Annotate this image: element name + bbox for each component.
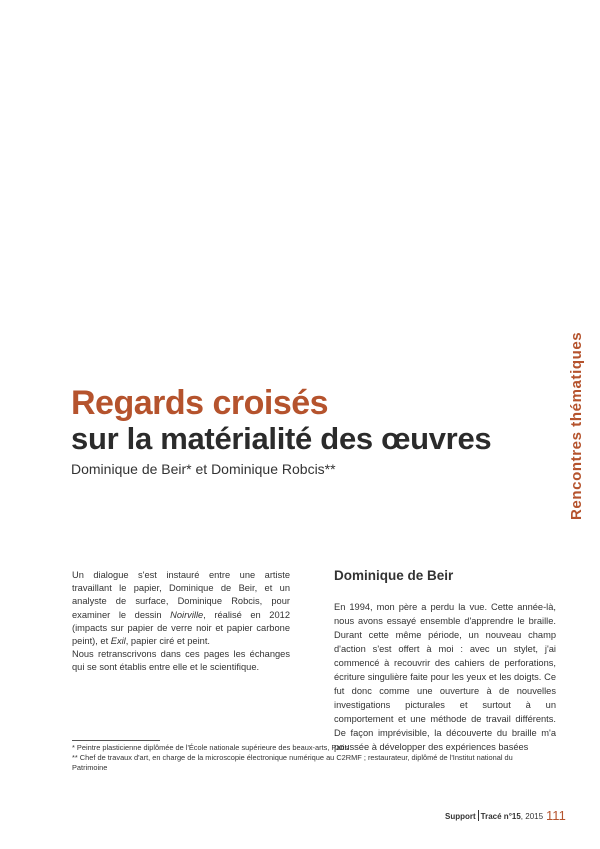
- issue-label: Tracé n°15: [480, 812, 521, 821]
- intro-paragraph-2: Nous retranscrivons dans ces pages les échanges qui se sont établis entre elle et le scientifique.: [72, 649, 290, 673]
- section-body: En 1994, mon père a perdu la vue. Cette année-là, nous avons essayé ensemble d'apprendre le braille. Durant cette même période, un nouveau champ d'action s'est offert à moi : avec un stylet, j'ai commencé à recouvrir des cahiers de perforations, écriture singulière faite pour les yeux et les doigts. Ce fut donc comme une ouverture à de nouvelles investigations picturales et surtout à un comportement et une méthode de travail différents. De façon imprévisible, la découverte du braille m'a poussée à développer des expériences basées: [334, 602, 556, 752]
- intro-text-b: , réalisé en 2012 (impacts sur papier de verre noir et papier carbone peint), et: [72, 609, 290, 647]
- footnote-rule: [72, 740, 160, 741]
- page-folio: [445, 808, 566, 823]
- section-side-label: Rencontres thématiques: [568, 331, 585, 520]
- folio-separator: [478, 810, 479, 821]
- intro-text-c: , papier ciré et peint.: [125, 636, 210, 647]
- footnote-1: * Peintre plasticienne diplômée de l'École nationale supérieure des beaux-arts, Paris: [72, 743, 349, 752]
- article-title: Regards croisés: [71, 384, 329, 422]
- section-title: Dominique de Beir: [334, 568, 454, 583]
- article-subtitle: sur la matérialité des œuvres: [71, 421, 492, 456]
- footnotes: [72, 743, 542, 774]
- footnote-2: ** Chef de travaux d'art, en charge de la microscopie électronique numérique au C2RMF ; restaurateur, diplômé de l'Institut national du Patrimoine: [72, 753, 513, 773]
- intro-text-a: Un dialogue s'est instauré entre une artiste travaillant le papier, Dominique de Beir, et un analyste de surface, Dominique Robcis, pour examiner le dessin: [72, 570, 290, 620]
- page-number: 111: [546, 808, 566, 823]
- issue-year: , 2015: [520, 812, 544, 821]
- article-authors: Dominique de Beir* et Dominique Robcis**: [71, 461, 336, 477]
- artwork-title-noirville: Noirville: [170, 609, 204, 620]
- journal-name: Support: [445, 812, 476, 821]
- intro-paragraph: [72, 569, 290, 675]
- section-column: [334, 568, 556, 754]
- artwork-title-exil: Exil: [110, 636, 126, 647]
- intro-paragraph-1: [72, 569, 290, 648]
